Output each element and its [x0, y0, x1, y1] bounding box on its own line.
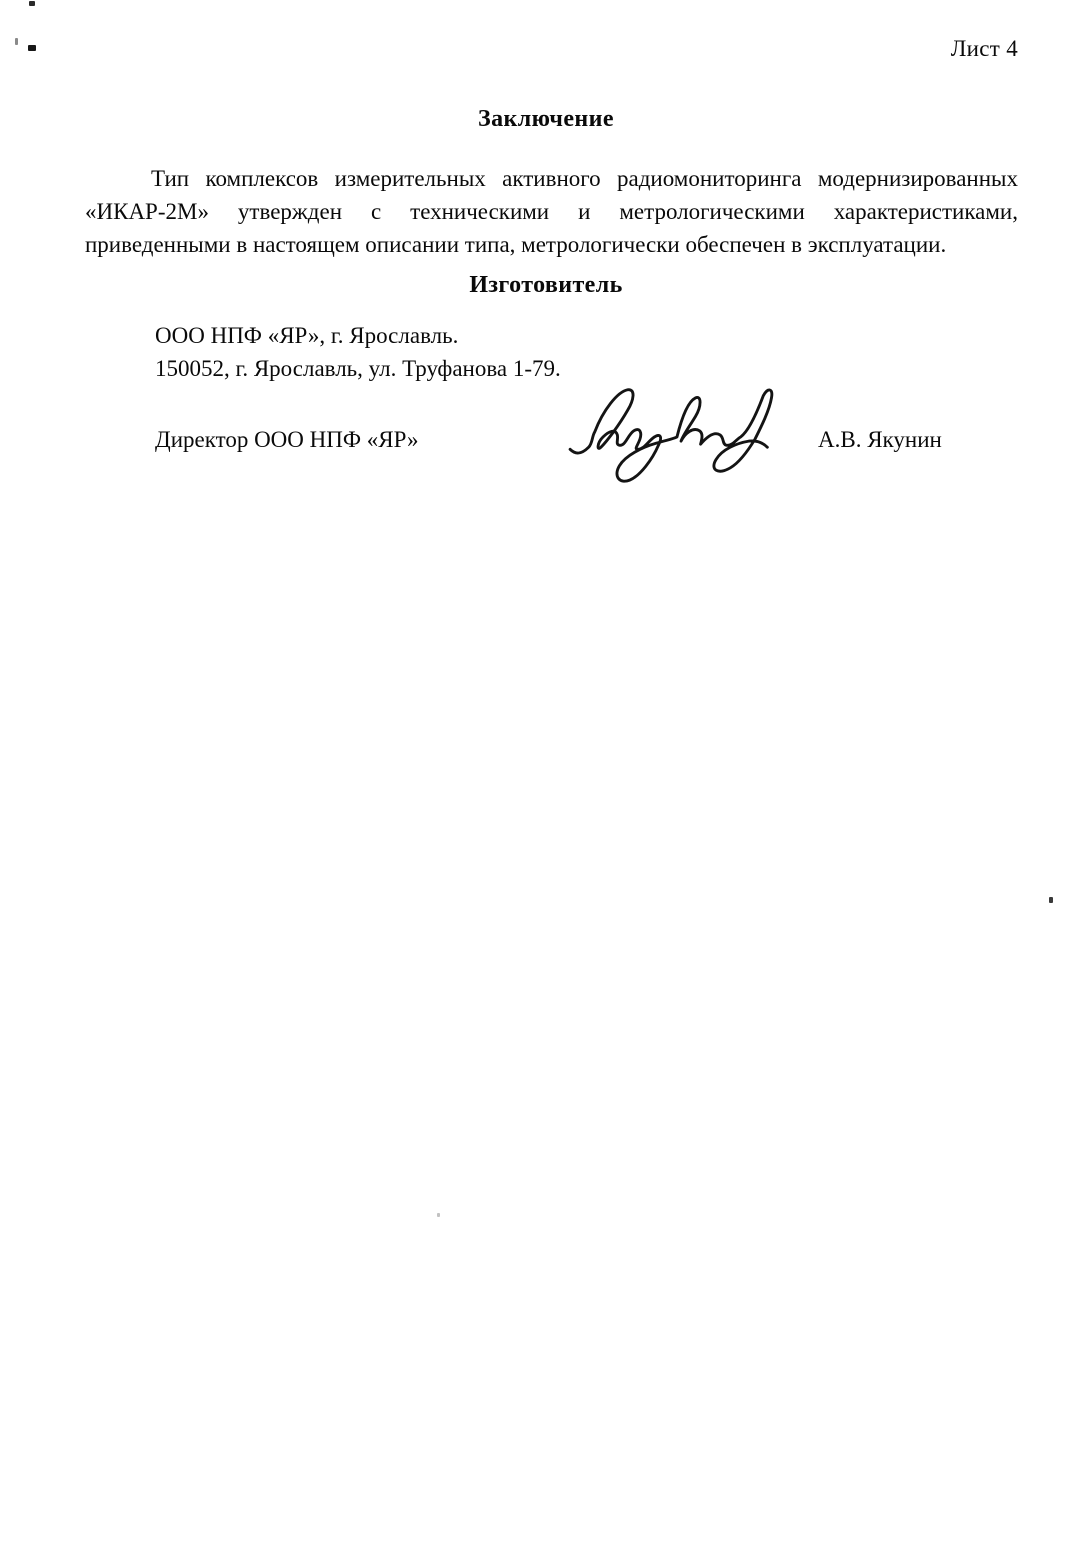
scan-artifact-speck: [29, 1, 35, 6]
handwritten-signature-icon: [566, 384, 792, 490]
scan-artifact-speck: [1049, 897, 1053, 903]
conclusion-heading: Заключение: [478, 106, 614, 132]
signer-name: А.В. Якунин: [818, 427, 942, 452]
manufacturer-address-line: 150052, г. Ярославль, ул. Труфанова 1-79.: [155, 356, 561, 381]
scan-artifact-speck: [15, 38, 18, 45]
sheet-number-label: Лист 4: [950, 36, 1018, 61]
scan-artifact-speck: [28, 45, 36, 51]
director-title-label: Директор ООО НПФ «ЯР»: [155, 427, 419, 452]
scan-artifact-speck: [437, 1213, 440, 1217]
conclusion-paragraph-line-2: «ИКАР-2М» утвержден с техническими и метрологическими характеристиками,: [85, 199, 1018, 224]
manufacturer-address-block: [155, 319, 561, 385]
manufacturer-heading: Изготовитель: [469, 272, 623, 298]
conclusion-paragraph-line-1: Тип комплексов измерительных активного радиомониторинга модернизированных: [151, 166, 1018, 191]
conclusion-paragraph-line-3: приведенными в настоящем описании типа, метрологически обеспечен в эксплуатации.: [85, 232, 947, 257]
manufacturer-company-line: ООО НПФ «ЯР», г. Ярославль.: [155, 323, 459, 348]
conclusion-paragraph: [85, 162, 1018, 261]
